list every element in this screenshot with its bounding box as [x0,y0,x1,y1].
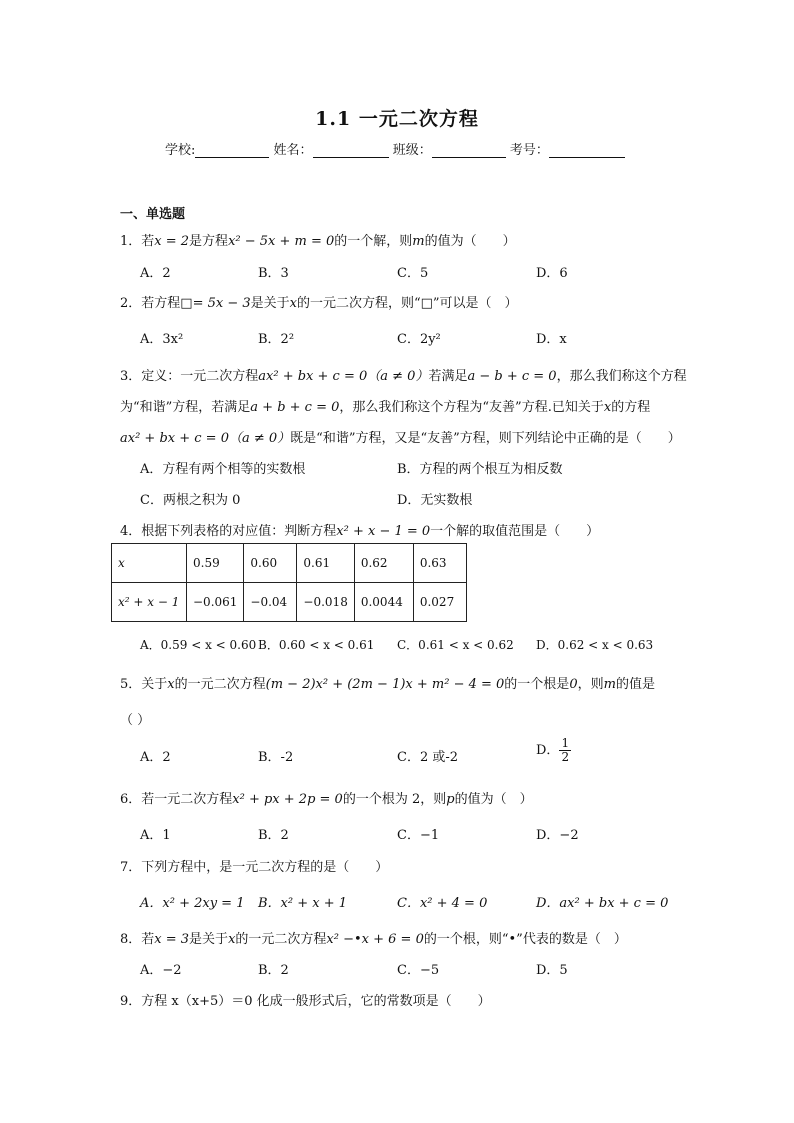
q4-value-table [111,543,467,622]
q2-option-b[interactable]: B．2² [258,332,295,347]
q3-equation: ax² + bx + c = 0 [258,369,368,384]
name-label: 姓名： [273,143,313,158]
q8-equation-1: x = 3 [154,932,190,947]
question-1 [120,230,516,249]
q5-equation: (m − 2)x² + (2m − 1)x + m² − 4 = 0 [265,677,505,692]
q6-option-b[interactable]: B．2 [258,828,289,843]
q5-text: 5．关于 [120,677,168,692]
q4-equation: x² + x − 1 = 0 [336,524,431,539]
table-row [112,544,467,583]
q3-text: ，那么我们称这个方程 [556,369,687,384]
q3-text: ，那么我们称这个方程为“友善”方程.已知关于 [339,400,604,415]
question-6 [120,788,533,807]
q1-equation-2: x² − 5x + m = 0 [228,234,335,249]
table-cell: 0.027 [413,583,466,622]
q1-equation-1: x = 2 [154,234,190,249]
q8-text: 8．若 [120,932,155,947]
question-4 [120,520,599,539]
q1-option-a[interactable]: A．2 [140,266,171,281]
q3-option-a[interactable]: A．方程有两个相等的实数根 [140,462,306,477]
table-row-label: x [112,544,187,583]
q7-option-c[interactable]: C．x² + 4 = 0 [397,896,488,911]
question-3-line-1 [120,365,687,384]
q4-option-c[interactable]: C．0.61 < x < 0.62 [397,638,514,652]
table-row-label: x² + x − 1 [112,583,187,622]
q4-text: 一个解的取值范围是（ ） [430,524,600,539]
name-blank[interactable] [313,143,389,158]
q3-equation: ax² + bx + c = 0 [120,431,229,446]
table-cell: −0.061 [187,583,244,622]
q5-option-d-fraction [559,737,571,764]
q6-equation: x² + px + 2p = 0 [232,792,343,807]
q5-text: 的值是 [615,677,655,692]
q2-option-c[interactable]: C．2y² [397,332,441,347]
q1-text: 的一个解，则 [334,234,413,249]
q6-text: 的一个根为 2，则 [342,792,447,807]
q8-option-c[interactable]: C．−5 [397,963,440,978]
table-cell: −0.018 [297,583,354,622]
q4-text: 4．根据下列表格的对应值：判断方程 [120,524,337,539]
q3-option-d[interactable]: D．无实数根 [397,493,473,508]
section-heading: 一、单选题 [120,207,186,222]
table-cell: −0.04 [244,583,297,622]
class-blank[interactable] [432,143,506,158]
table-cell: 0.59 [187,544,244,583]
q3-text: 既是“和谐”方程，又是“友善”方程，则下列结论中正确的是（ ） [290,431,681,446]
q5-text: 的一元二次方程 [174,677,266,692]
q3-variable: x [603,400,612,415]
class-label: 班级： [392,143,432,158]
table-cell: 0.0044 [354,583,413,622]
q4-option-d[interactable]: D．0.62 < x < 0.63 [536,638,654,652]
q2-variable: x [289,296,297,311]
q2-text: 的一元二次方程，则“□”可以是（ ） [296,296,518,311]
q5-answer-bracket: （ ） [120,713,151,728]
q1-option-c[interactable]: C．5 [397,266,429,281]
question-5 [120,673,655,692]
q8-text: 是关于 [189,932,229,947]
q8-variable: x [228,932,236,947]
q8-option-d[interactable]: D．5 [536,963,568,978]
q3-text: 若满足 [428,369,468,384]
fraction-numerator: 1 [561,736,570,750]
q5-option-d-label: D． [536,743,560,758]
q5-option-a[interactable]: A．2 [140,750,171,765]
school-blank[interactable] [195,143,269,158]
q3-condition: （a ≠ 0） [367,369,429,384]
q6-text: 的值为（ ） [454,792,533,807]
table-cell: 0.63 [413,544,466,583]
q2-option-d[interactable]: D．x [536,332,567,347]
table-row [112,583,467,622]
table-cell: 0.62 [354,544,413,583]
q7-option-b[interactable]: B．x² + x + 1 [258,896,348,911]
q6-option-a[interactable]: A．1 [140,828,171,843]
q1-variable: m [412,234,425,249]
q5-variable: x [167,677,175,692]
q6-option-d[interactable]: D．−2 [536,828,579,843]
q5-text: 的一个根是 [504,677,570,692]
q8-option-b[interactable]: B．2 [258,963,289,978]
q8-text: 的一元二次方程 [235,932,327,947]
q2-equation: □= 5x − 3 [180,296,251,311]
q5-variable: m [603,677,616,692]
question-8 [120,928,627,947]
q5-option-b[interactable]: B．-2 [258,750,294,765]
table-cell: 0.61 [297,544,354,583]
question-9: 9．方程 x（x+5）＝0 化成一般形式后，它的常数项是（ ） [120,994,491,1009]
q3-text: 的方程 [611,400,651,415]
q1-option-d[interactable]: D．6 [536,266,568,281]
q4-option-a[interactable]: A．0.59 < x < 0.60 [140,638,257,652]
q2-option-a[interactable]: A．3x² [140,332,184,347]
q3-condition: （a ≠ 0） [228,431,291,446]
q3-option-b[interactable]: B．方程的两个根互为相反数 [397,462,563,477]
q7-option-d[interactable]: D．ax² + bx + c = 0 [536,896,669,911]
q1-option-b[interactable]: B．3 [258,266,289,281]
number-blank[interactable] [549,143,625,158]
q5-value: 0 [569,677,578,692]
question-7: 7．下列方程中，是一元二次方程的是（ ） [120,860,389,875]
q1-text: 是方程 [189,234,229,249]
question-3-line-2 [120,396,650,415]
q5-option-d[interactable] [536,737,571,764]
page-title: 1.1 一元二次方程 [315,108,479,130]
student-info-line [165,139,625,158]
question-3-line-3 [120,427,681,446]
q6-variable: p [446,792,455,807]
table-cell: 0.60 [244,544,297,583]
q8-text: 的一个根，则“•”代表的数是（ ） [423,932,627,947]
q7-option-a[interactable]: A．x² + 2xy = 1 [140,896,245,911]
q3-text: 3．定义：一元二次方程 [120,369,259,384]
q1-text: 的值为（ ） [424,234,516,249]
q6-option-c[interactable]: C．−1 [397,828,440,843]
q3-text: 为“和谐”方程，若满足 [120,400,251,415]
q1-text: 1．若 [120,234,155,249]
q6-text: 6．若一元二次方程 [120,792,233,807]
q5-text: ，则 [577,677,604,692]
fraction-denominator: 2 [561,750,570,764]
q3-equation: a − b + c = 0 [467,369,557,384]
q8-option-a[interactable]: A．−2 [140,963,182,978]
q3-option-c[interactable]: C．两根之积为 0 [140,493,241,508]
question-2 [120,292,518,311]
q2-text: 是关于 [250,296,290,311]
q8-equation-2: x² −•x + 6 = 0 [326,932,424,947]
q4-option-b[interactable]: B．0.60 < x < 0.61 [258,638,375,652]
q3-equation: a + b + c = 0 [250,400,340,415]
school-label: 学校: [165,143,196,158]
q5-option-c[interactable]: C．2 或-2 [397,750,459,765]
number-label: 考号： [509,143,549,158]
q2-text: 2．若方程 [120,296,181,311]
